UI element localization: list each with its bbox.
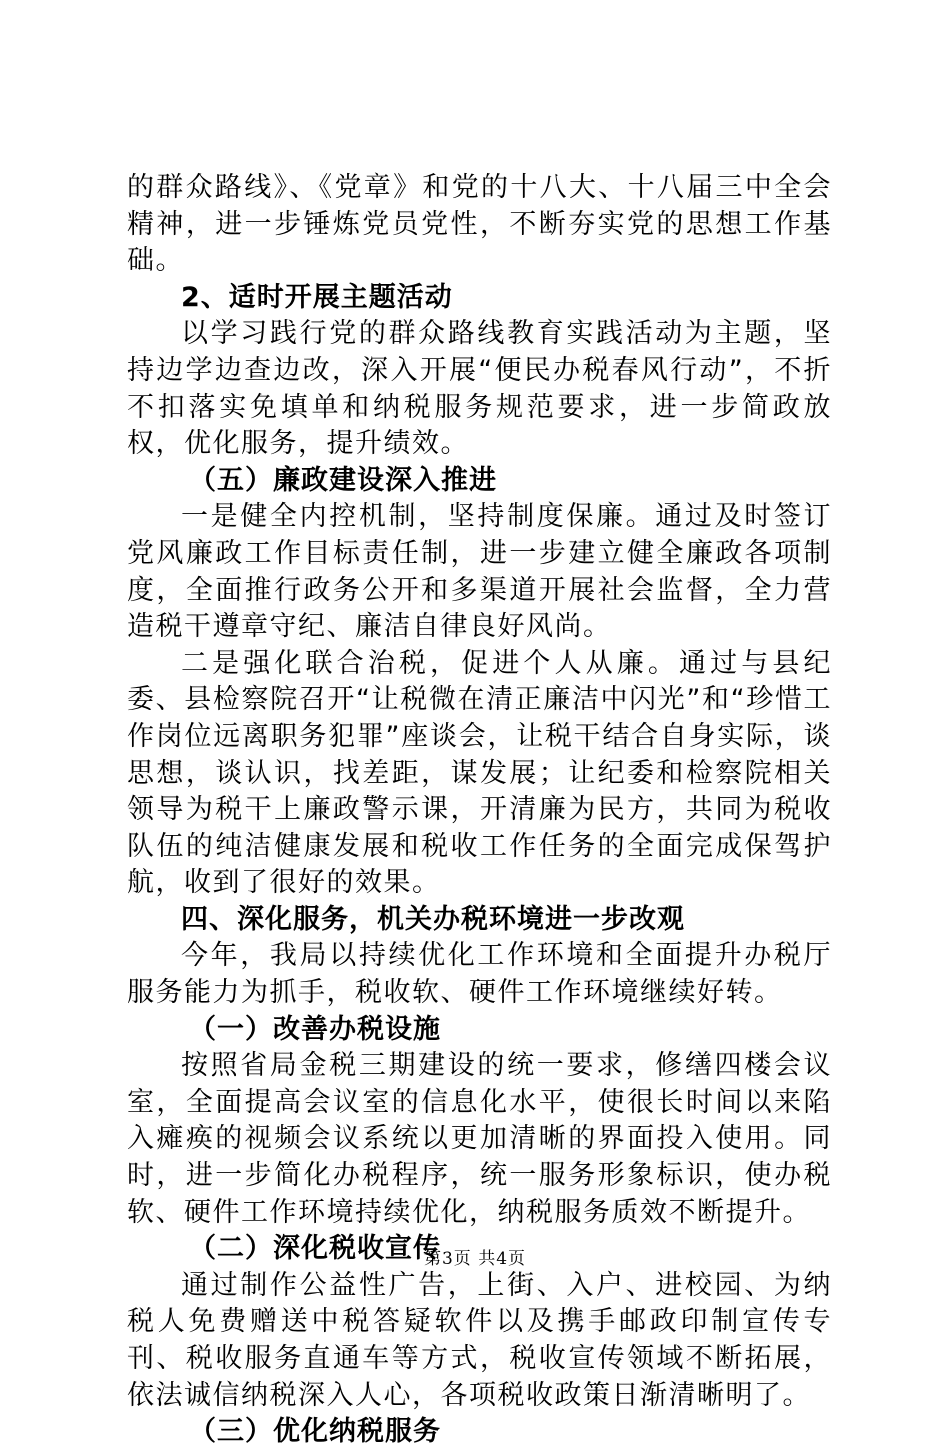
heading-optimize-service: （三）优化纳税服务: [189, 1416, 441, 1448]
paragraph-theme-activities: 以学习践行党的群众路线教育实践活动为主题，坚持边学边查边改，深入开展“便民办税春风行动”，不折不扣落实免填单和纳税服务规范要求，进一步简政放权，优化服务，提升绩效。: [127, 318, 832, 460]
paragraph-joint-tax-governance: 二是强化联合治税，促进个人从廉。通过与县纪委、县检察院召开“让税微在清正廉洁中闪光”和“珍惜工作岗位远离职务犯罪”座谈会，让税干结合自身实际，谈思想，谈认识，找差距，谋发展；让纪委和检察院相关领导为税干上廉政警示课，开清廉为民方，共同为税收队伍的纯洁健康发展和税收工作任务的全面完成保驾护航，收到了很好的效果。: [127, 647, 832, 899]
page-footer: 第3页 共4页: [423, 1249, 527, 1269]
paragraph-internal-control: 一是健全内控机制，坚持制度保廉。通过及时签订党风廉政工作目标责任制，进一步建立健全廉政各项制度，全面推行政务公开和多渠道开展社会监督，全力营造税干遵章守纪、廉洁自律良好风尚。: [127, 501, 832, 643]
paragraph-improve-facilities: 按照省局金税三期建设的统一要求，修缮四楼会议室，全面提高会议室的信息化水平，使很长时间以来陷入瘫痪的视频会议系统以更加清晰的界面投入使用。同时，进一步简化办税程序，统一服务形象标识，使办税软、硬件工作环境持续优化，纳税服务质效不断提升。: [127, 1050, 832, 1228]
heading-clean-government: （五）廉政建设深入推进: [189, 464, 497, 496]
heading-deepen-service: 四、深化服务，机关办税环境进一步改观: [181, 903, 685, 935]
paragraph-service-overview: 今年，我局以持续优化工作环境和全面提升办税厅服务能力为抓手，税收软、硬件工作环境继续好转。: [127, 940, 832, 1009]
paragraph-tax-publicity: 通过制作公益性广告，上街、入户、进校园、为纳税人免费赠送中税答疑软件以及携手邮政印制宣传专刊、税收服务直通车等方式，税收宣传领域不断拓展，依法诚信纳税深入人心，各项税收政策日渐清晰明了。: [127, 1269, 832, 1411]
heading-improve-facilities: （一）改善办税设施: [189, 1013, 441, 1045]
paragraph-party-line-study: 的群众路线》、《党章》和党的十八大、十八届三中全会精神，进一步锤炼党员党性，不断夯实党的思想工作基础。: [127, 172, 832, 277]
heading-theme-activities: 2、适时开展主题活动: [181, 281, 453, 313]
heading-tax-publicity: （二）深化税收宣传: [189, 1233, 441, 1265]
